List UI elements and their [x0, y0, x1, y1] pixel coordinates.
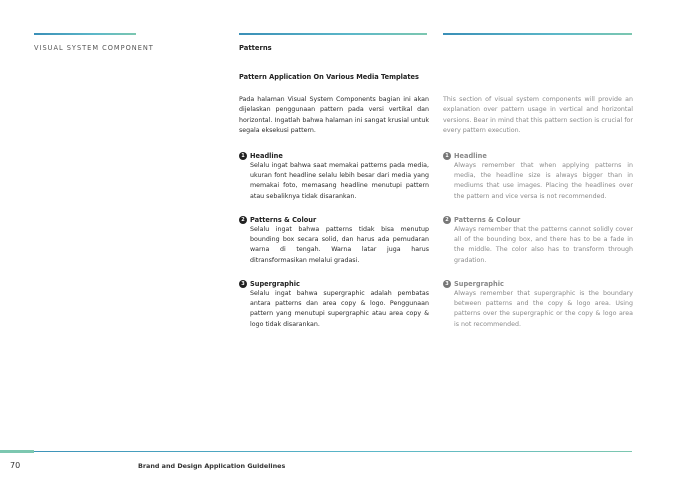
item-heading: [239, 215, 429, 225]
english-item-supergraphic: [443, 279, 633, 330]
number-badge: 1: [239, 152, 247, 160]
item-body: [454, 289, 633, 330]
item-body-text: Always remember that when applying patterns in media, the headline size is always bigger than in mediums that use images. Placing the headlines over the pattern and vice versa is not recommended.: [454, 162, 633, 200]
item-body: [250, 225, 429, 266]
page-number: 70: [10, 461, 21, 470]
footer-title: Brand and Design Application Guidelines: [138, 462, 286, 470]
item-heading: [443, 215, 633, 225]
item-title: Headline: [454, 151, 487, 160]
english-intro: This section of visual system components will provide an explanation over pattern usage in vertical and horizontal versions. Bear in mind that this pattern section is crucial for every pattern execution.: [443, 96, 633, 135]
number-badge: 1: [443, 152, 451, 160]
item-body-text: Selalu ingat bahwa patterns tidak bisa menutup bounding box secara solid, dan harus ada pemudaran warna di tengah. Warna latar juga harus ditransformasikan melalui gradasi.: [250, 226, 429, 264]
page-subheading: Pattern Application On Various Media Templates: [239, 73, 419, 81]
indonesian-intro: Pada halaman Visual System Components bagian ini akan dijelaskan penggunaan pattern pada versi vertikal dan horizontal. Ingatlah bahwa halaman ini sangat krusial untuk segala eksekusi pattern.: [239, 96, 429, 135]
number-badge: 3: [239, 280, 247, 288]
english-item-patterns-colour: [443, 215, 633, 266]
top-rule-left: [34, 33, 136, 35]
top-rule-right: [443, 33, 632, 35]
indonesian-item-supergraphic: [239, 279, 429, 330]
item-heading: [239, 279, 429, 289]
item-title: Supergraphic: [454, 279, 504, 288]
top-rule-middle: [239, 33, 427, 35]
item-body: [250, 161, 429, 202]
item-heading: [443, 279, 633, 289]
indonesian-item-patterns-colour: [239, 215, 429, 266]
item-body-text: Selalu ingat bahwa supergraphic adalah pembatas antara patterns dan area copy & logo. Penggunaan pattern yang menutupi supergraphic atau area copy & logo tidak disarankan.: [250, 290, 429, 328]
item-body-text: Always remember that supergraphic is the boundary between patterns and the copy & logo area. Using patterns over the supergraphic or the copy & logo area is not recommended.: [454, 290, 633, 328]
indonesian-item-headline: [239, 151, 429, 202]
section-title: Patterns: [239, 44, 272, 52]
item-heading: [239, 151, 429, 161]
footer-rule-accent: [0, 450, 34, 453]
english-item-headline: [443, 151, 633, 202]
item-body: [454, 225, 633, 266]
section-label: VISUAL SYSTEM COMPONENT: [34, 44, 154, 52]
number-badge: 2: [239, 216, 247, 224]
footer-rule: [0, 451, 632, 452]
item-body-text: Selalu ingat bahwa saat memakai patterns pada media, ukuran font headline selalu lebih besar dari media yang memakai foto, memasang headline menutupi pattern atau sebaliknya tidak disarankan.: [250, 162, 429, 200]
item-title: Patterns & Colour: [454, 215, 521, 224]
item-body: [250, 289, 429, 330]
item-title: Supergraphic: [250, 279, 300, 288]
item-body: [454, 161, 633, 202]
number-badge: 2: [443, 216, 451, 224]
item-heading: [443, 151, 633, 161]
item-body-text: Always remember that the patterns cannot solidly cover all of the bounding box, and there has to be a fade in the middle. The color also has to transform through gradation.: [454, 226, 633, 264]
number-badge: 3: [443, 280, 451, 288]
item-title: Patterns & Colour: [250, 215, 317, 224]
item-title: Headline: [250, 151, 283, 160]
